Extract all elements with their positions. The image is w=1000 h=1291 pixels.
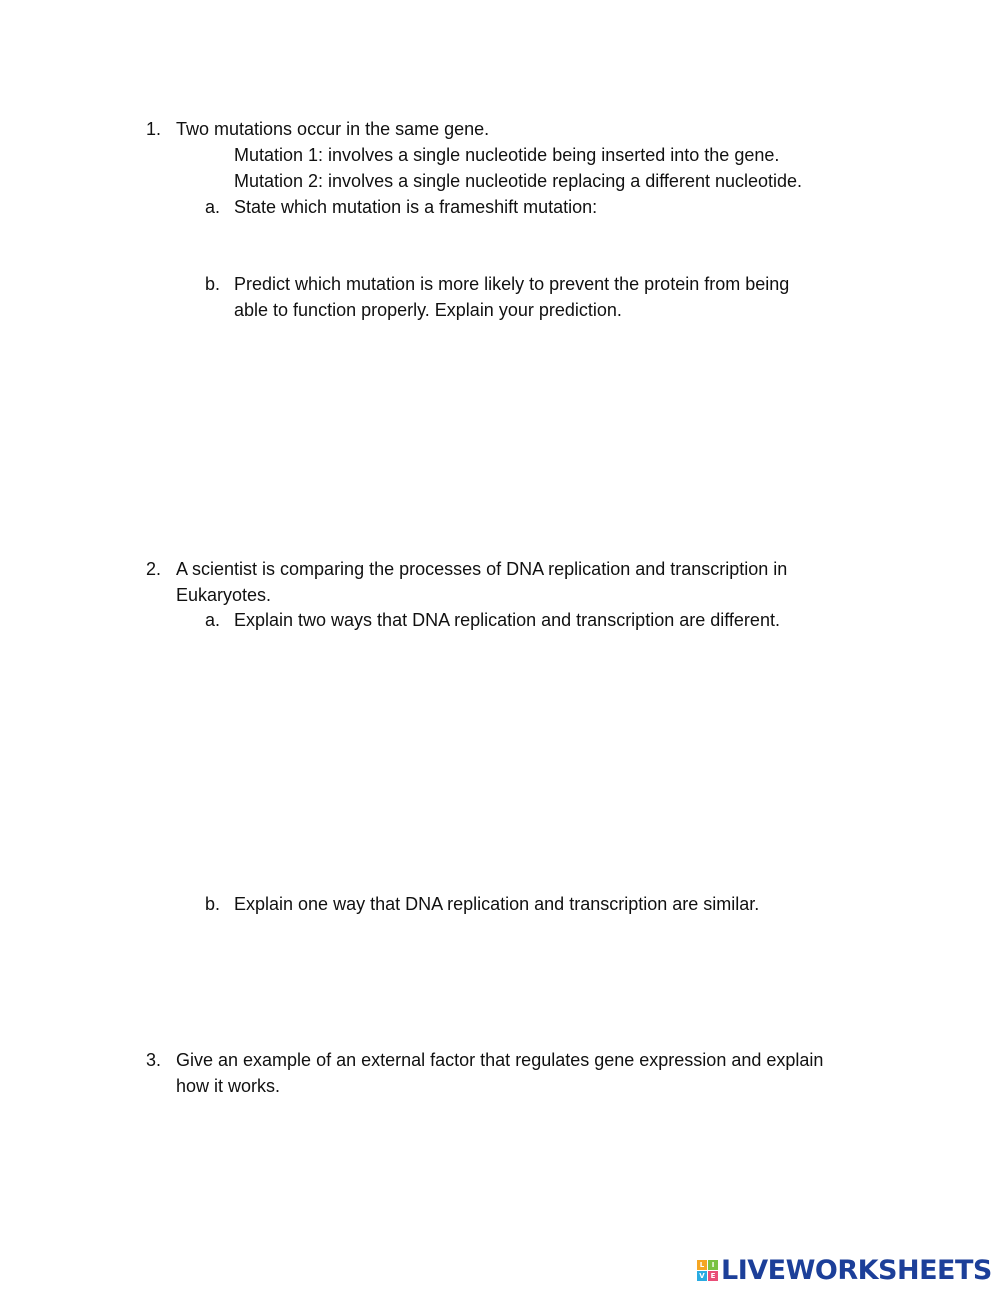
question-1b-letter: b. [205, 274, 221, 294]
logo-text: LIVEWORKSHEETS [721, 1254, 992, 1286]
mutation-1-detail: Mutation 1: involves a single nucleotide being inserted into the gene. [234, 145, 780, 165]
logo-block-e: E [708, 1271, 718, 1281]
question-3-stem-line-2: how it works. [176, 1076, 281, 1096]
question-1b-text-line-2: able to function properly. Explain your prediction. [234, 300, 622, 320]
logo-block-i: I [708, 1260, 718, 1270]
question-3-number: 3. [146, 1050, 162, 1070]
question-2-stem-line-1: A scientist is comparing the processes of DNA replication and transcription in [176, 559, 788, 579]
question-1a-text: State which mutation is a frameshift mutation: [234, 197, 598, 217]
question-2-stem-line-2: Eukaryotes. [176, 585, 272, 605]
question-2b-text: Explain one way that DNA replication and transcription are similar. [234, 894, 760, 914]
question-2a-letter: a. [205, 610, 221, 630]
question-1-number: 1. [146, 119, 162, 139]
logo-blocks-icon [697, 1260, 718, 1281]
logo-block-l: L [697, 1260, 707, 1270]
logo-block-v: V [697, 1271, 707, 1281]
liveworksheets-logo [697, 1254, 992, 1286]
question-1a-letter: a. [205, 197, 221, 217]
question-2-number: 2. [146, 559, 162, 579]
question-2b-letter: b. [205, 894, 221, 914]
question-1b-text-line-1: Predict which mutation is more likely to prevent the protein from being [234, 274, 790, 294]
question-3-stem-line-1: Give an example of an external factor that regulates gene expression and explain [176, 1050, 824, 1070]
question-2a-text: Explain two ways that DNA replication and transcription are different. [234, 610, 780, 630]
question-1-stem: Two mutations occur in the same gene. [176, 119, 490, 139]
mutation-2-detail: Mutation 2: involves a single nucleotide replacing a different nucleotide. [234, 171, 803, 191]
